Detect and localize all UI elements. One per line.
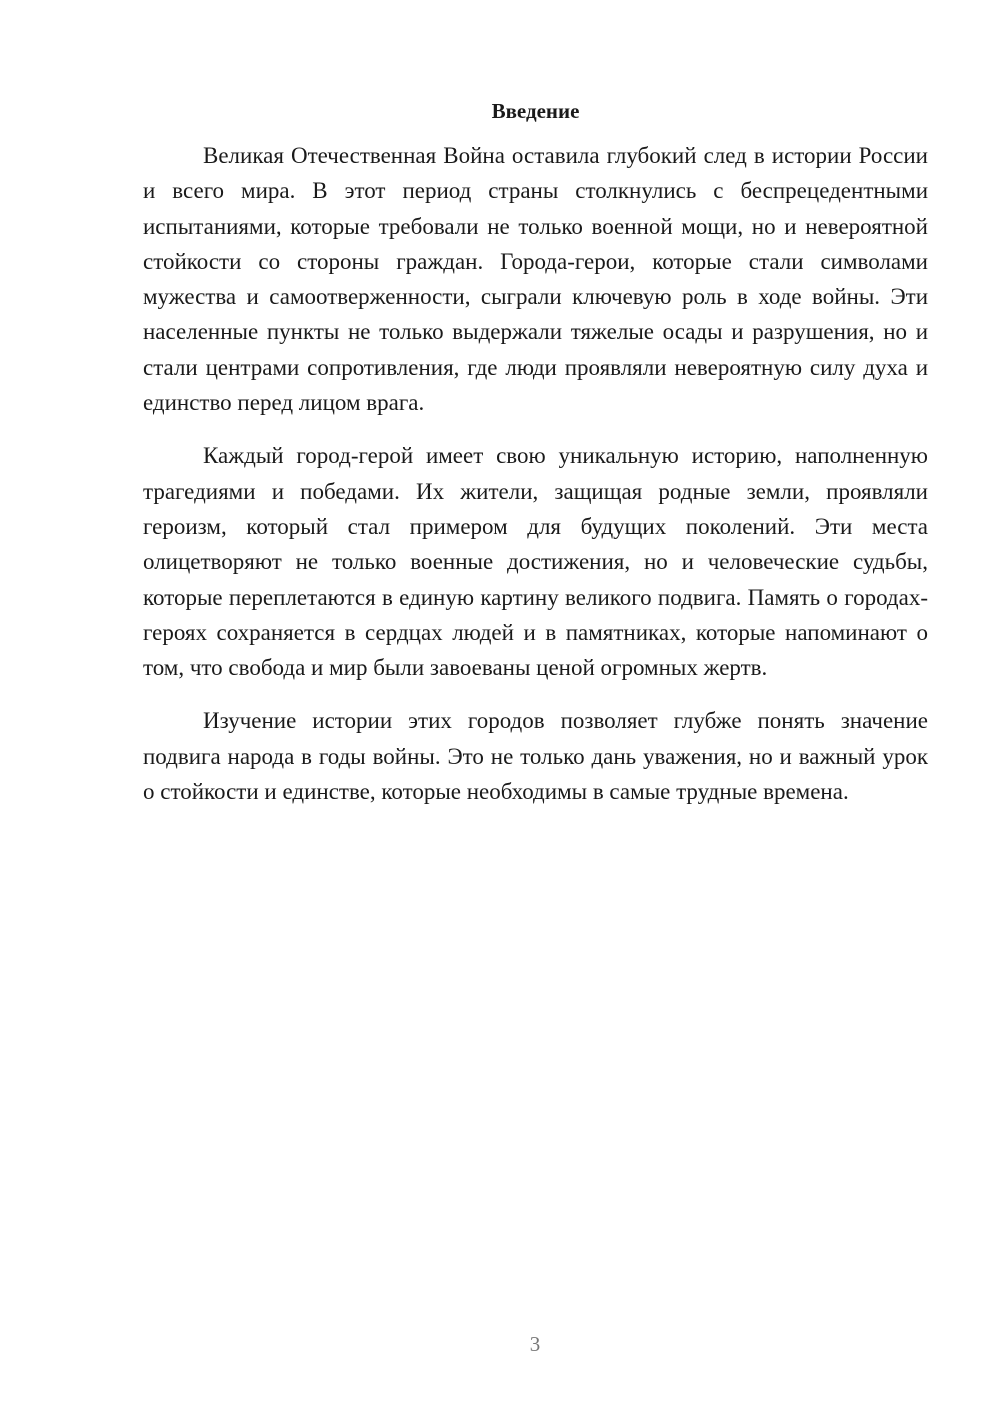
paragraph-3: Изучение истории этих городов позволяет глубже понять значение подвига народа в годы войны. Это не только дань уважения, но и важный урок о стойкости и единстве, которые необходимы в самые трудные времена.: [143, 708, 928, 805]
paragraph-1: Великая Отечественная Война оставила глубокий след в истории России и всего мира. В этот период страны столкнулись с беспрецедентными испытаниями, которые требовали не только военной мощи, но и невероятной стойкости со стороны граждан. Города-герои, которые стали символами мужества и самоотверженности, сыграли ключевую роль в ходе войны. Эти населенные пункты не только выдержали тяжелые осады и разрушения, но и стали центрами сопротивления, где люди проявляли невероятную силу духа и единство перед лицом врага.: [143, 143, 928, 416]
page-content: [143, 96, 928, 827]
paragraph-2: Каждый город-герой имеет свою уникальную историю, наполненную трагедиями и победами. Их жители, защищая родные земли, проявляли героизм, который стал примером для будущих поколений. Эти места олицетворяют не только военные достижения, но и человеческие судьбы, которые переплетаются в единую картину великого подвига. Память о городах-героях сохраняется в сердцах людей и в памятниках, которые напоминают о том, что свобода и мир были завоеваны ценой огромных жертв.: [143, 443, 928, 681]
page-number: 3: [529, 1332, 541, 1356]
section-heading: Введение: [491, 99, 580, 123]
